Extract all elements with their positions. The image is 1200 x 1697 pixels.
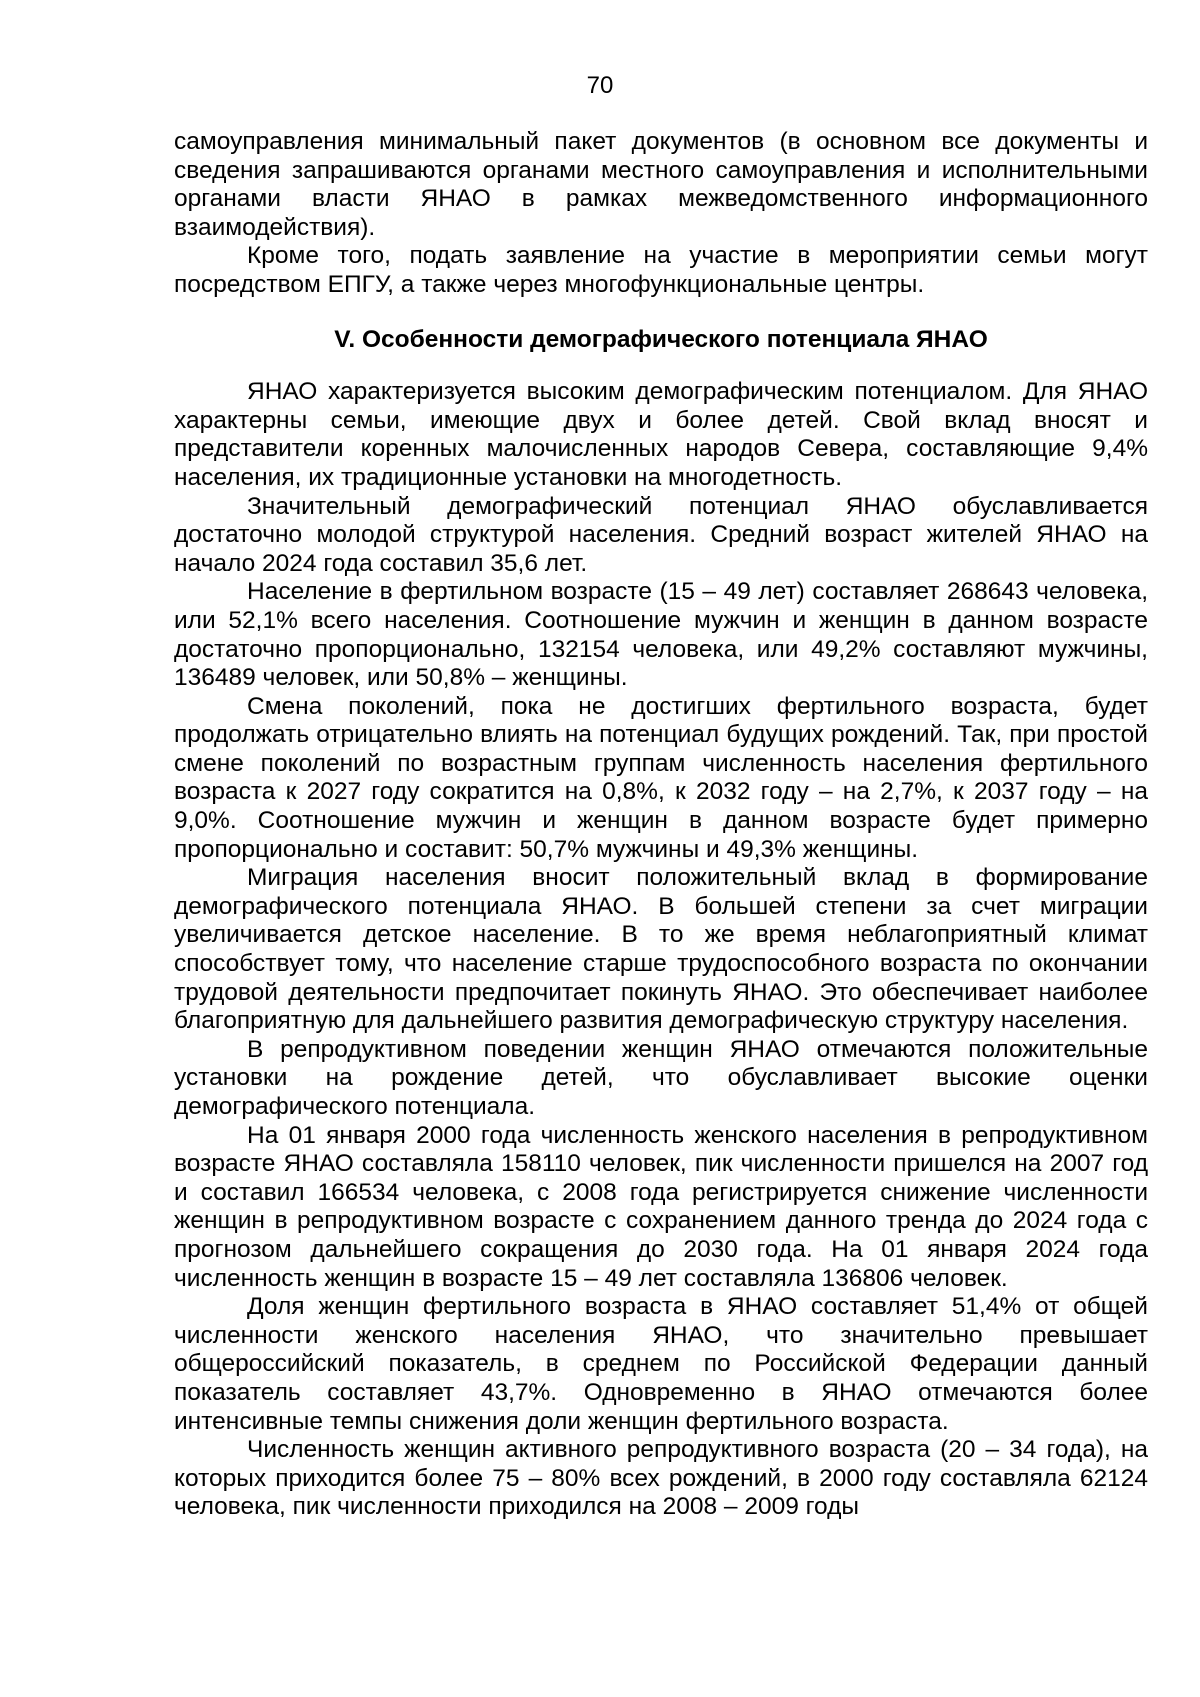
paragraph: Смена поколений, пока не достигших фертильного возраста, будет продолжать отрицательно влиять на потенциал будущих рождений. Так, при простой смене поколений по возрастным группам численность населения фертильного возраста к 2027 году сократится на 0,8%, к 2032 году – на 2,7%, к 2037 году – на 9,0%. Соотношение мужчин и женщин в данном возрасте будет примерно пропорционально и составит: 50,7% мужчины и 49,3% женщины. (174, 692, 1148, 863)
paragraph: Кроме того, подать заявление на участие в мероприятии семьи могут посредством ЕПГУ, а также через многофункциональные центры. (174, 242, 1148, 298)
paragraph: Доля женщин фертильного возраста в ЯНАО составляет 51,4% от общей численности женского населения ЯНАО, что значительно превышает общероссийский показатель, в среднем по Российской Федерации данный показатель составляет 43,7%. Одновременно в ЯНАО отмечаются более интенсивные темпы снижения доли женщин фертильного возраста. (174, 1293, 1148, 1435)
paragraph: Значительный демографический потенциал ЯНАО обуславливается достаточно молодой структурой населения. Средний возраст жителей ЯНАО на начало 2024 года составил 35,6 лет. (174, 492, 1148, 577)
section-heading: V. Особенности демографического потенциала ЯНАО (334, 325, 988, 353)
paragraph: На 01 января 2000 года численность женского населения в репродуктивном возрасте ЯНАО составляла 158110 человек, пик численности пришелся на 2007 год и составил 166534 человека, с 2008 года регистрируется снижение численности женщин в репродуктивном возрасте с сохранением данного тренда до 2024 года с прогнозом дальнейшего сокращения до 2030 года. На 01 января 2024 года численность женщин в возрасте 15 – 49 лет составляла 136806 человек. (174, 1121, 1148, 1292)
paragraph: Миграция населения вносит положительный вклад в формирование демографического потенциала ЯНАО. В большей степени за счет миграции увеличивается детское население. В то же время неблагоприятный климат способствует тому, что население старше трудоспособного возраста по окончании трудовой деятельности предпочитает покинуть ЯНАО. Это обеспечивает наиболее благоприятную для дальнейшего развития демографическую структуру населения. (174, 864, 1148, 1035)
paragraph-continued: самоуправления минимальный пакет документов (в основном все документы и сведения запрашиваются органами местного самоуправления и исполнительными органами власти ЯНАО в рамках межведомственного информационного взаимодействия). (174, 128, 1148, 241)
paragraph: Численность женщин активного репродуктивного возраста (20 – 34 года), на которых приходится более 75 – 80% всех рождений, в 2000 году составляла 62124 человека, пик численности приходился на 2008 – 2009 годы (174, 1436, 1148, 1521)
page-body (174, 128, 1148, 1522)
paragraph: Население в фертильном возрасте (15 – 49 лет) составляет 268643 человека, или 52,1% всего населения. Соотношение мужчин и женщин в данном возрасте достаточно пропорционально, 132154 человека, или 49,2% составляют мужчины, 136489 человек, или 50,8% – женщины. (174, 578, 1148, 692)
paragraph: ЯНАО характеризуется высоким демографическим потенциалом. Для ЯНАО характерны семьи, имеющие двух и более детей. Свой вклад вносят и представители коренных малочисленных народов Севера, составляющие 9,4% населения, их традиционные установки на многодетность. (174, 378, 1148, 491)
page-number: 70 (586, 72, 614, 99)
paragraph: В репродуктивном поведении женщин ЯНАО отмечаются положительные установки на рождение детей, что обуславливает высокие оценки демографического потенциала. (174, 1035, 1148, 1120)
